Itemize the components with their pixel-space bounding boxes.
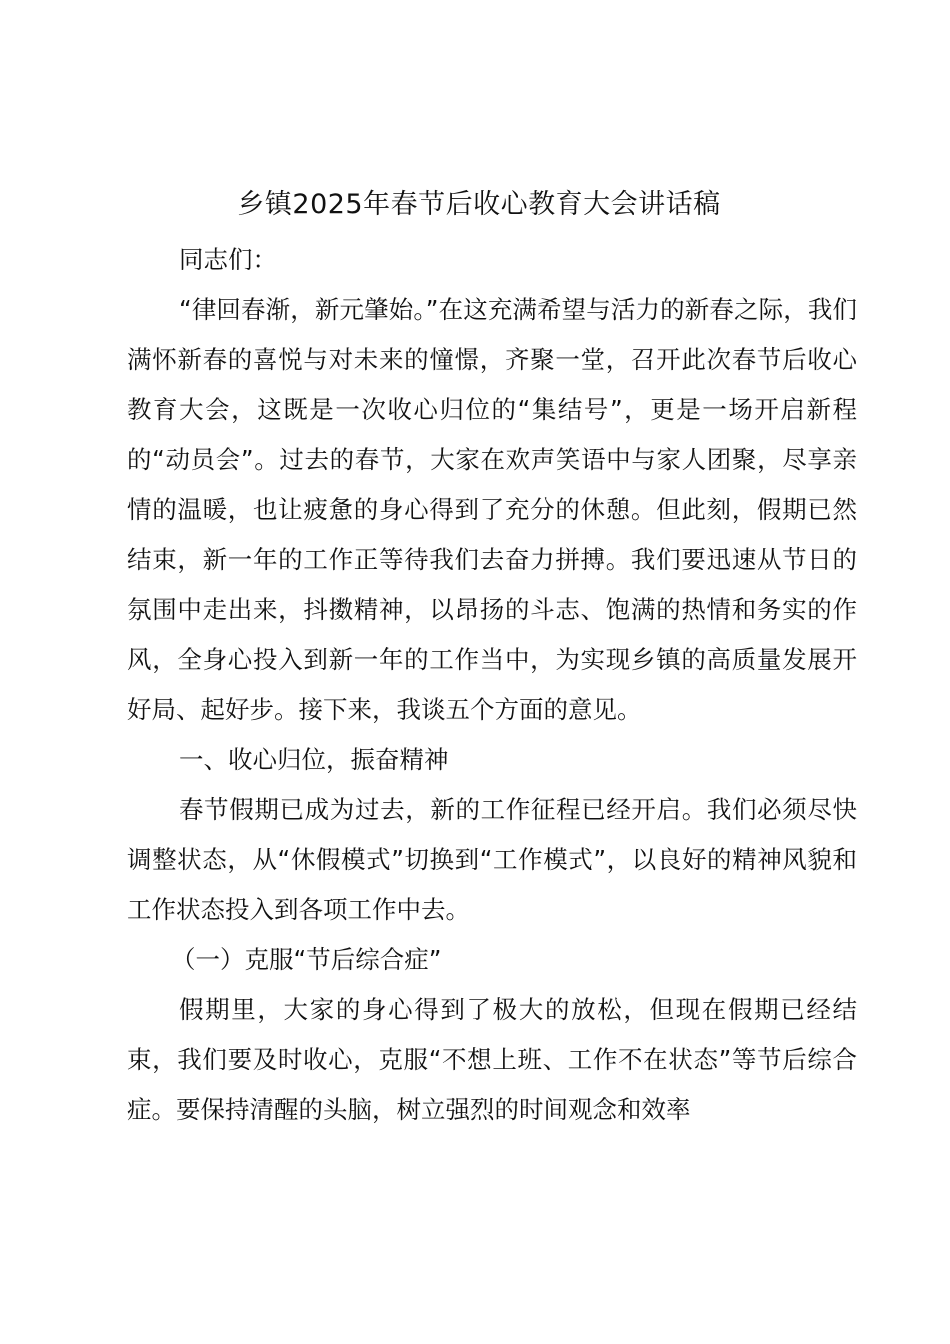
intro-paragraph: “律回春渐，新元肇始。”在这充满希望与活力的新春之际，我们满怀新春的喜悦与对未来的憧憬，齐聚一堂，召开此次春节后收心教育大会，这既是一次收心归位的“集结号”，更是一场开启新程的“动员会”。过去的春节，大家在欢声笑语中与家人团聚，尽享亲情的温暖，也让疲惫的身心得到了充分的休憩。但此刻，假期已然结束，新一年的工作正等待我们去奋力拼搏。我们要迅速从节日的氛围中走出来，抖擞精神，以昂扬的斗志、饱满的热情和务实的作风，全身心投入到新一年的工作当中，为实现乡镇的高质量发展开好局、起好步。接下来，我谈五个方面的意见。 [127, 295, 857, 724]
document-title: 乡镇2025年春节后收心教育大会讲话稿 [237, 189, 721, 220]
salutation: 同志们： [179, 245, 277, 274]
section-1-paragraph: 春节假期已成为过去，新的工作征程已经开启。我们必须尽快调整状态，从“休假模式”切换到“工作模式”，以良好的精神风貌和工作状态投入到各项工作中去。 [127, 795, 857, 924]
section-heading-1: 一、收心归位，振奋精神 [179, 745, 449, 774]
subsection-heading-1: （一）克服“节后综合症” [171, 945, 442, 974]
subsection-1-paragraph: 假期里，大家的身心得到了极大的放松，但现在假期已经结束，我们要及时收心，克服“不想上班、工作不在状态”等节后综合症。要保持清醒的头脑，树立强烈的时间观念和效率 [127, 995, 857, 1124]
document-body [127, 235, 857, 1135]
